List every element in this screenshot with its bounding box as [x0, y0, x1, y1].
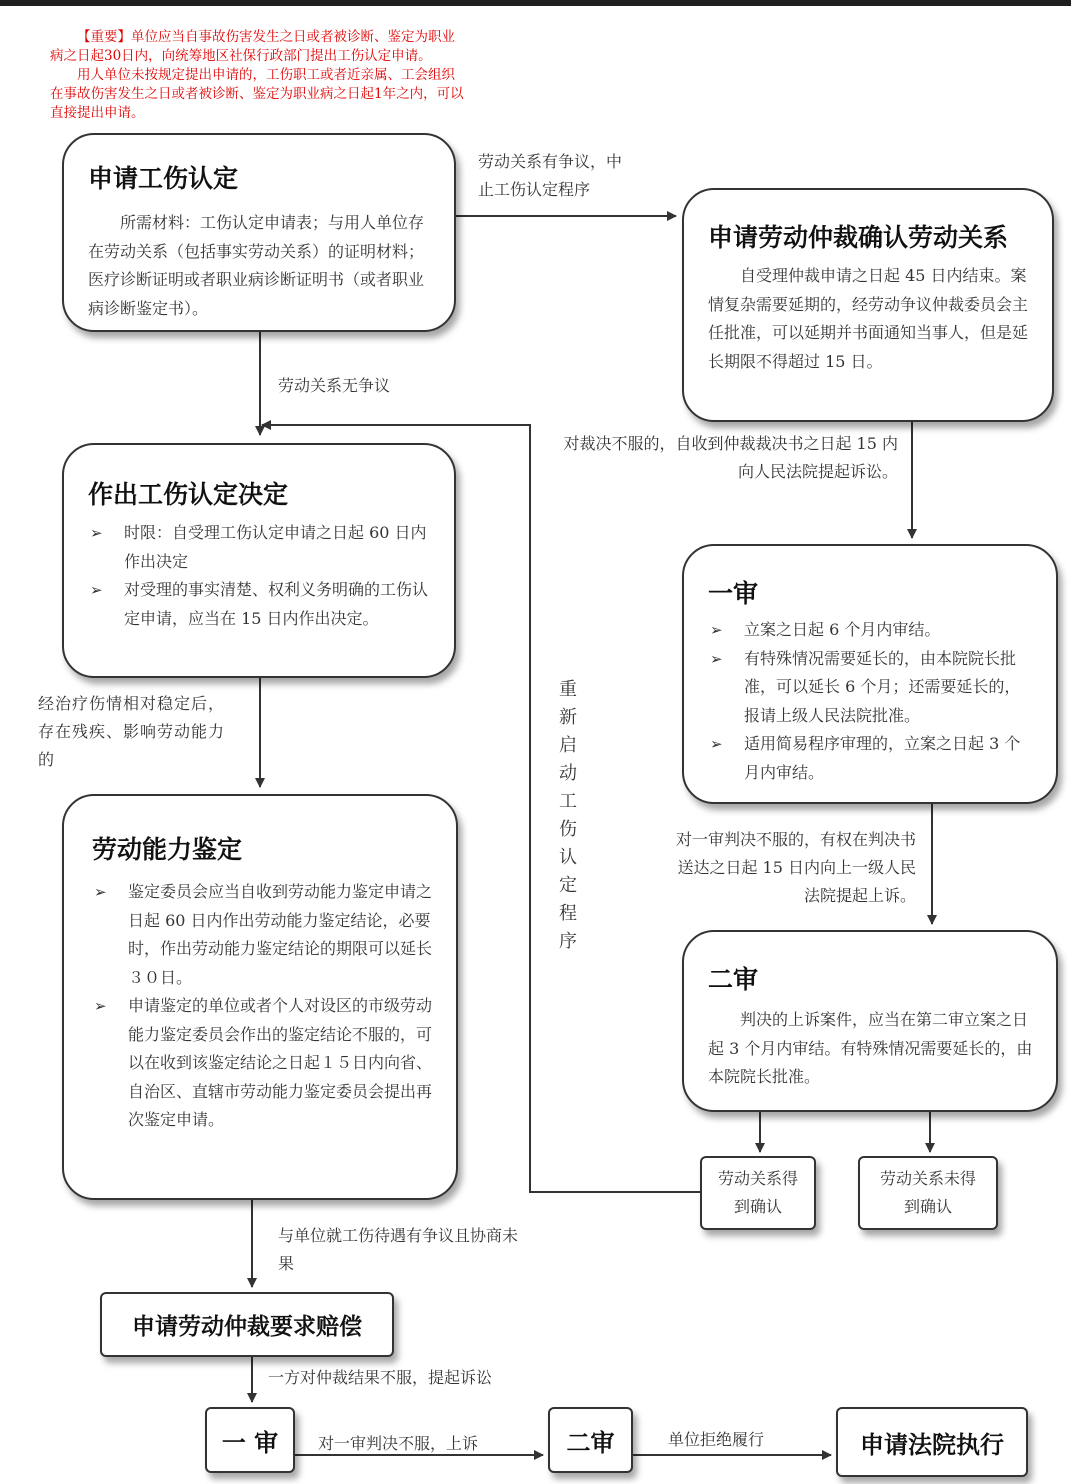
bottom-second-trial-text: 二审	[566, 1428, 615, 1457]
bottom-second-trial-box	[548, 1407, 633, 1473]
label-stable: 经治疗伤情相对稳定后，存在残疾、影响劳动能力的	[38, 694, 226, 769]
label-appeal-award: 对裁决不服的，自收到仲裁裁决书之日起 15 内向人民法院提起诉讼。	[563, 434, 898, 481]
court-enforcement-box	[836, 1407, 1028, 1477]
arbitration-box-body: 自受理仲裁申请之日起 45 日内结束。案情复杂需要延期的，经劳动争议仲裁委员会主任批准，可以延期并书面通知当事人，但是延长期限不得超过 15 日。	[708, 266, 1029, 371]
second-trial-box	[682, 930, 1058, 1112]
ability-item-2: ➢ 申请鉴定的单位或者个人对设区的市级劳动能力鉴定委员会作出的鉴定结论不服的，可以在收到该鉴定结论之日起１５日内向省、自治区、直辖市劳动能力鉴定委员会提出再次鉴定申请。	[92, 992, 434, 1135]
label-no-dispute: 劳动关系无争议	[278, 376, 391, 395]
relation-confirmed-text: 劳动关系得到确认	[717, 1169, 798, 1216]
second-trial-title: 二审	[708, 965, 759, 994]
bottom-first-trial-box	[205, 1407, 295, 1473]
label-lawsuit: 一方对仲裁结果不服，提起诉讼	[268, 1368, 493, 1387]
apply-injury-recognition-box	[62, 133, 456, 332]
bullet-arrow-icon: ➢	[90, 581, 103, 599]
decision-list	[88, 519, 434, 633]
first-trial-box	[682, 544, 1058, 804]
label-appeal-bottom: 对一审判决不服，上诉	[318, 1434, 479, 1453]
injury-decision-box	[62, 443, 456, 678]
compensation-arbitration-box	[100, 1292, 394, 1357]
compensation-arbitration-text: 申请劳动仲裁要求赔偿	[132, 1314, 362, 1340]
decision-item-2: ➢ 对受理的事实清楚、权利义务明确的工伤认定申请，应当在 15 日内作出决定。	[88, 576, 434, 633]
bullet-arrow-icon: ➢	[90, 524, 103, 542]
relation-not-confirmed-text: 劳动关系未得到确认	[879, 1169, 976, 1216]
label-dispute: 劳动关系有争议，中止工伤认定程序	[478, 152, 623, 199]
apply-box-body: 所需材料：工伤认定申请表；与用人单位存在劳动关系（包括事实劳动关系）的证明材料；医疗诊断证明或者职业病诊断证明书（或者职业病诊断鉴定书）。	[88, 213, 425, 318]
first-trial-item-3: ➢ 适用简易程序审理的，立案之日起 3 个月内审结。	[708, 730, 1036, 787]
bullet-arrow-icon: ➢	[710, 621, 723, 639]
relation-not-confirmed-box	[858, 1156, 998, 1230]
first-trial-item-1: ➢ 立案之日起 6 个月内审结。	[708, 616, 1036, 645]
label-restart-vertical: 重新启动工伤认定程序	[559, 679, 577, 952]
bullet-arrow-icon: ➢	[710, 649, 723, 668]
label-refuse: 单位拒绝履行	[668, 1430, 765, 1449]
ability-item-1: ➢ 鉴定委员会应当自收到劳动能力鉴定申请之日起 60 日内作出劳动能力鉴定结论，必要时，作出劳动能力鉴定结论的期限可以延长３０日。	[92, 878, 434, 992]
ability-list	[92, 878, 434, 1135]
decision-box-title: 作出工伤认定决定	[88, 480, 289, 509]
relation-confirmed-box	[700, 1156, 816, 1230]
second-trial-body: 判决的上诉案件，应当在第二审立案之日起 3 个月内审结。有特殊情况需要延长的，由本院院长批准。	[708, 1010, 1033, 1086]
label-treatment-dispute: 与单位就工伤待遇有争议且协商未果	[278, 1226, 519, 1273]
apply-box-title: 申请工伤认定	[88, 164, 239, 193]
bullet-arrow-icon: ➢	[94, 883, 107, 901]
notice-paragraph-2: 用人单位未按规定提出申请的，工伤职工或者近亲属、工会组织在事故伤害发生之日或者被诊断、鉴定为职业病之日起1年之内，可以直接提出申请。	[50, 67, 464, 121]
court-enforcement-text: 申请法院执行	[860, 1430, 1004, 1459]
decision-item-1: ➢ 时限：自受理工伤认定申请之日起 60 日内作出决定	[88, 519, 434, 576]
first-trial-list	[708, 616, 1036, 787]
label-appeal-first: 对一审判决不服的，有权在判决书送达之日起 15 日内向上一级人民法院提起上诉。	[675, 830, 916, 905]
bullet-arrow-icon: ➢	[94, 997, 107, 1015]
work-ability-appraisal-box	[62, 794, 458, 1200]
ability-box-title: 劳动能力鉴定	[92, 835, 243, 864]
first-trial-item-2: ➢ 有特殊情况需要延长的，由本院院长批准，可以延长 6 个月；还需要延长的，报请上级人民法院批准。	[708, 645, 1036, 731]
arbitration-confirm-box	[682, 188, 1054, 422]
notice-paragraph-1: 【重要】单位应当自事故伤害发生之日或者被诊断、鉴定为职业病之日起30日内，向统筹地区社保行政部门提出工伤认定申请。	[50, 29, 455, 64]
bullet-arrow-icon: ➢	[710, 735, 723, 753]
arbitration-box-title: 申请劳动仲裁确认劳动关系	[708, 223, 1009, 252]
bottom-first-trial-text: 一 审	[221, 1428, 279, 1457]
first-trial-title: 一审	[708, 579, 759, 608]
